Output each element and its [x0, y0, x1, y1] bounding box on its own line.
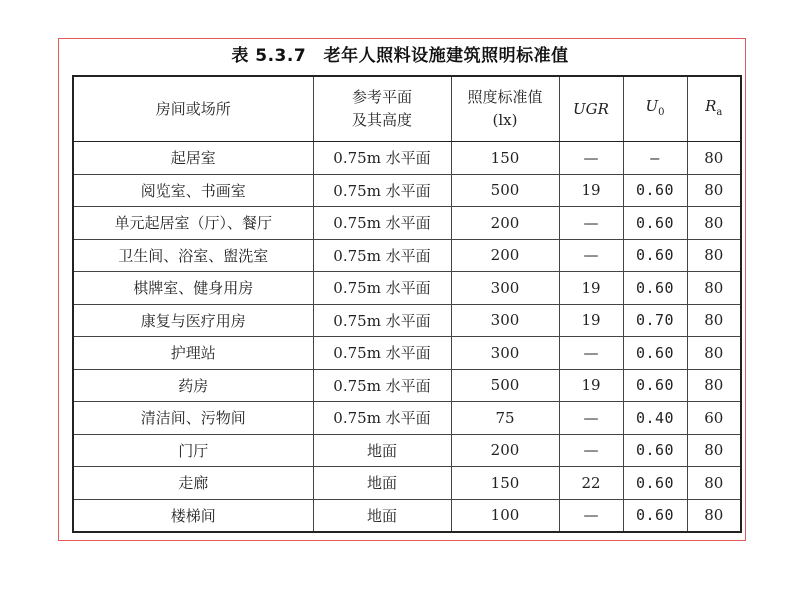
table-row [73, 207, 741, 240]
cell-ugr: — [559, 239, 623, 272]
table-row [73, 402, 741, 435]
cell-room: 康复与医疗用房 [73, 304, 313, 337]
cell-ugr: 22 [559, 467, 623, 500]
cell-ra: 80 [687, 142, 741, 175]
cell-room: 楼梯间 [73, 499, 313, 532]
cell-reference-plane: 0.75m 水平面 [313, 402, 451, 435]
cell-illuminance: 200 [451, 207, 559, 240]
cell-reference-plane: 0.75m 水平面 [313, 304, 451, 337]
cell-ugr: — [559, 142, 623, 175]
lighting-standard-table [72, 75, 742, 533]
cell-illuminance: 500 [451, 174, 559, 207]
table-row [73, 499, 741, 532]
cell-room: 棋牌室、健身用房 [73, 272, 313, 305]
header-reference-plane: 参考平面 及其高度 [313, 76, 451, 142]
cell-illuminance: 200 [451, 434, 559, 467]
table-header-row [73, 76, 741, 142]
cell-u0: — [623, 142, 687, 175]
cell-u0: 0.60 [623, 207, 687, 240]
cell-u0: 0.60 [623, 369, 687, 402]
cell-ra: 80 [687, 499, 741, 532]
table-row [73, 434, 741, 467]
cell-room: 卫生间、浴室、盥洗室 [73, 239, 313, 272]
cell-u0: 0.40 [623, 402, 687, 435]
cell-u0: 0.70 [623, 304, 687, 337]
cell-room: 走廊 [73, 467, 313, 500]
cell-room: 起居室 [73, 142, 313, 175]
cell-ugr: — [559, 337, 623, 370]
cell-reference-plane: 地面 [313, 499, 451, 532]
cell-u0: 0.60 [623, 337, 687, 370]
cell-u0: 0.60 [623, 272, 687, 305]
cell-illuminance: 200 [451, 239, 559, 272]
cell-room: 清洁间、污物间 [73, 402, 313, 435]
cell-illuminance: 300 [451, 304, 559, 337]
cell-ugr: — [559, 499, 623, 532]
cell-reference-plane: 0.75m 水平面 [313, 142, 451, 175]
cell-ra: 80 [687, 207, 741, 240]
table-row [73, 272, 741, 305]
cell-reference-plane: 地面 [313, 434, 451, 467]
cell-reference-plane: 0.75m 水平面 [313, 174, 451, 207]
cell-illuminance: 100 [451, 499, 559, 532]
cell-ra: 80 [687, 272, 741, 305]
cell-room: 门厅 [73, 434, 313, 467]
header-illuminance: 照度标准值 (lx) [451, 76, 559, 142]
cell-illuminance: 500 [451, 369, 559, 402]
cell-illuminance: 75 [451, 402, 559, 435]
cell-ra: 80 [687, 304, 741, 337]
cell-ra: 80 [687, 369, 741, 402]
cell-reference-plane: 0.75m 水平面 [313, 272, 451, 305]
cell-ugr: 19 [559, 304, 623, 337]
table-title: 表 5.3.7 老年人照料设施建筑照明标准值 [231, 46, 569, 66]
cell-illuminance: 300 [451, 337, 559, 370]
cell-ra: 80 [687, 174, 741, 207]
cell-u0: 0.60 [623, 499, 687, 532]
cell-reference-plane: 0.75m 水平面 [313, 369, 451, 402]
table-row [73, 239, 741, 272]
cell-ra: 80 [687, 467, 741, 500]
cell-reference-plane: 0.75m 水平面 [313, 337, 451, 370]
cell-ugr: 19 [559, 174, 623, 207]
cell-ugr: — [559, 434, 623, 467]
cell-reference-plane: 地面 [313, 467, 451, 500]
header-ugr: UGR [559, 76, 623, 142]
cell-u0: 0.60 [623, 239, 687, 272]
table-row [73, 369, 741, 402]
cell-room: 药房 [73, 369, 313, 402]
cell-ugr: 19 [559, 369, 623, 402]
header-u0: $U_0$ [623, 76, 687, 142]
table-row [73, 304, 741, 337]
table-row [73, 142, 741, 175]
cell-ugr: 19 [559, 272, 623, 305]
cell-ra: 60 [687, 402, 741, 435]
cell-room: 单元起居室（厅）、餐厅 [73, 207, 313, 240]
header-room: 房间或场所 [73, 76, 313, 142]
cell-ugr: — [559, 207, 623, 240]
cell-illuminance: 150 [451, 142, 559, 175]
cell-reference-plane: 0.75m 水平面 [313, 207, 451, 240]
table-row [73, 467, 741, 500]
header-ra: $R_a$ [687, 76, 741, 142]
cell-ra: 80 [687, 337, 741, 370]
cell-ra: 80 [687, 434, 741, 467]
cell-u0: 0.60 [623, 434, 687, 467]
cell-u0: 0.60 [623, 174, 687, 207]
cell-illuminance: 150 [451, 467, 559, 500]
cell-room: 护理站 [73, 337, 313, 370]
cell-room: 阅览室、书画室 [73, 174, 313, 207]
cell-ra: 80 [687, 239, 741, 272]
cell-ugr: — [559, 402, 623, 435]
cell-u0: 0.60 [623, 467, 687, 500]
table-row [73, 337, 741, 370]
table-row [73, 174, 741, 207]
cell-illuminance: 300 [451, 272, 559, 305]
cell-reference-plane: 0.75m 水平面 [313, 239, 451, 272]
